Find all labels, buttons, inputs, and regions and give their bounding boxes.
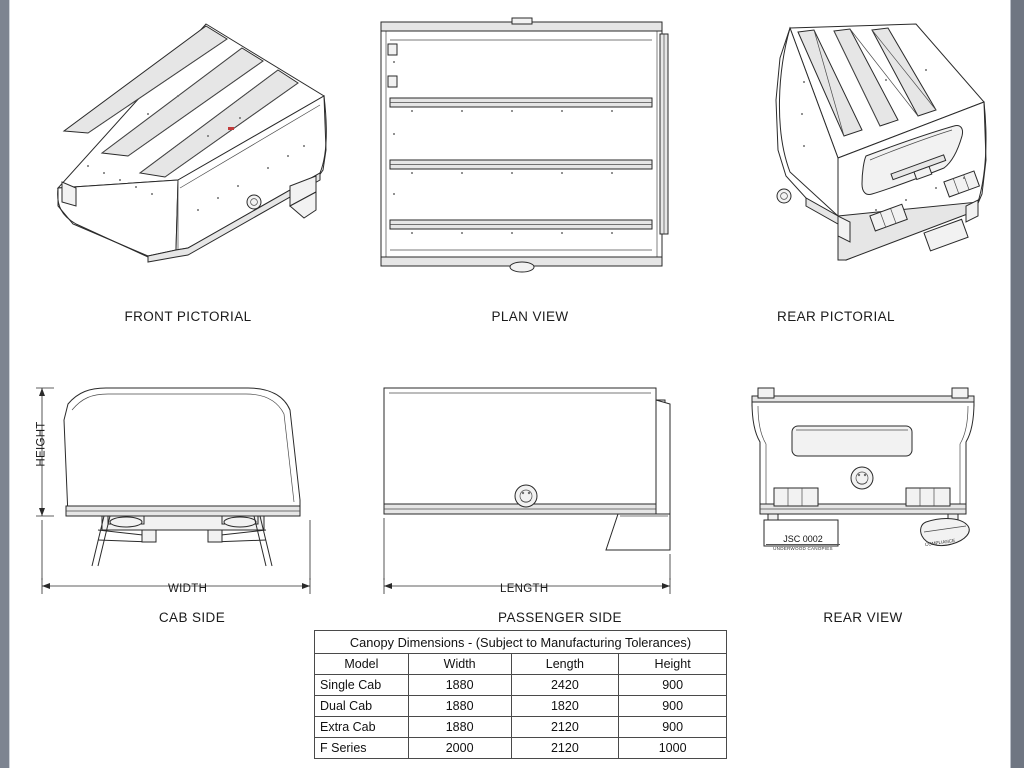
cell-model: F Series [315,738,409,759]
canopy-dimensions-table [314,630,727,759]
table-title-row [315,631,727,654]
table-row [315,717,727,738]
dim-label-width: WIDTH [168,583,208,595]
cell-length: 2120 [511,717,619,738]
cell-length: 2120 [511,738,619,759]
front-pictorial-drawing [28,10,348,285]
cell-model: Single Cab [315,675,409,696]
table-row [315,696,727,717]
caption-cab-side: CAB SIDE [158,610,226,625]
passenger-side-drawing [370,380,690,600]
cell-model: Dual Cab [315,696,409,717]
table-row [315,738,727,759]
column-header-length: Length [511,654,619,675]
drawing-sheet [9,0,1011,768]
column-header-model: Model [315,654,409,675]
column-header-width: Width [408,654,511,675]
caption-passenger-side: PASSENGER SIDE [498,610,622,625]
cell-length: 2420 [511,675,619,696]
cell-height: 900 [619,675,727,696]
plate-line-1: JSC 0002 [766,534,840,545]
cab-side-drawing [32,380,322,600]
compliance-badge-label: COMPLIANCE [924,537,956,548]
dim-label-length: LENGTH [500,583,549,595]
right-margin-band [1011,0,1024,768]
cell-height: 900 [619,696,727,717]
table-header-row [315,654,727,675]
left-margin-band [0,0,9,768]
caption-rear-pictorial: REAR PICTORIAL [777,309,895,324]
table-title: Canopy Dimensions - (Subject to Manufacturing Tolerances) [315,631,727,654]
cell-height: 1000 [619,738,727,759]
plate-line-2: UNDERWOOD CANOPIES [773,546,833,551]
cell-width: 1880 [408,675,511,696]
dim-label-height: HEIGHT [35,421,48,467]
cell-width: 1880 [408,717,511,738]
cell-width: 2000 [408,738,511,759]
cell-width: 1880 [408,696,511,717]
column-header-height: Height [619,654,727,675]
rear-pictorial-drawing [686,10,996,285]
caption-front-pictorial: FRONT PICTORIAL [124,309,252,324]
table-row [315,675,727,696]
caption-rear-view: REAR VIEW [823,610,903,625]
compliance-plate [766,534,840,552]
cell-model: Extra Cab [315,717,409,738]
plan-view-drawing [372,14,682,276]
cell-length: 1820 [511,696,619,717]
caption-plan-view: PLAN VIEW [491,309,569,324]
cell-height: 900 [619,717,727,738]
